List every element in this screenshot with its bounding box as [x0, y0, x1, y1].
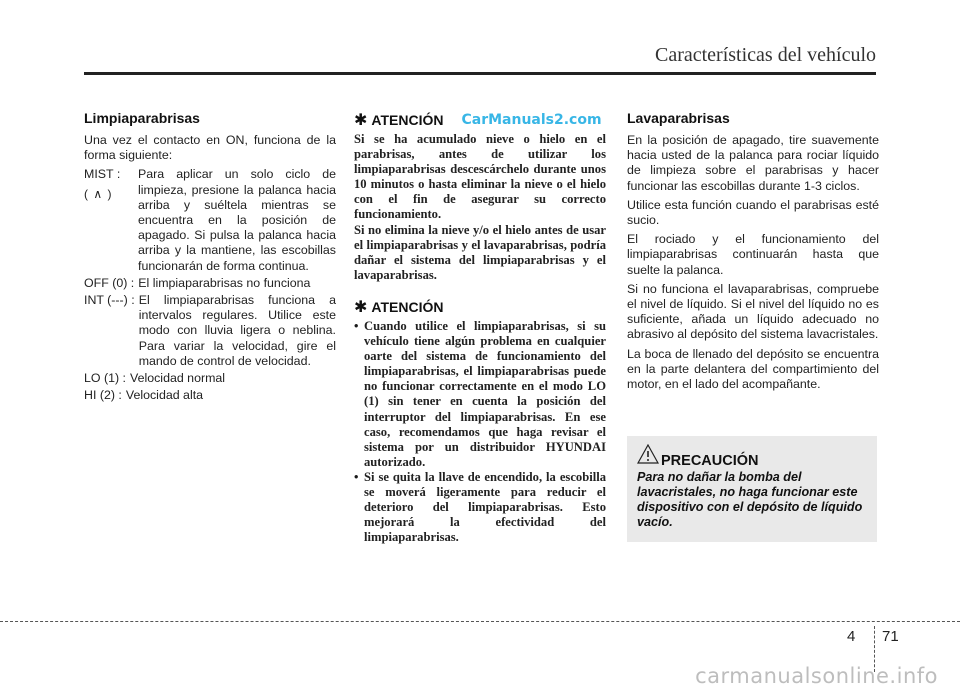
attention-heading-1	[354, 110, 606, 130]
attention-bullet	[354, 319, 606, 470]
off-entry	[84, 276, 336, 291]
warning-triangle-icon	[637, 444, 659, 469]
caution-title: PRECAUCIÓN	[661, 453, 759, 469]
lo-key: LO (1) :	[84, 371, 126, 386]
attention-title-2: ATENCIÓN	[371, 298, 444, 315]
caution-text: Para no dañar la bomba del lavacristales, no haga funcionar este dispositivo con el depósito de líquido vacío.	[637, 470, 863, 529]
hi-text: Velocidad alta	[125, 388, 204, 403]
caution-heading	[637, 444, 758, 469]
mist-entry	[84, 167, 336, 273]
site-watermark: carmanualsonline.info	[695, 664, 938, 688]
attention-column	[354, 110, 606, 545]
lo-text: Velocidad normal	[130, 371, 226, 386]
mist-key: MIST :	[84, 167, 121, 182]
attention-title-1: ATENCIÓN	[371, 112, 444, 128]
bullet-dot-icon: •	[354, 469, 359, 484]
wiper-heading: Limpiaparabrisas	[84, 110, 200, 126]
chapter-title: Características del vehículo	[654, 44, 876, 66]
hi-key: HI (2) :	[84, 388, 122, 403]
mist-key-group	[84, 167, 138, 273]
page-number: 71	[882, 628, 899, 645]
lo-entry	[84, 371, 336, 386]
wiper-column	[84, 110, 336, 405]
off-key: OFF (0) :	[84, 275, 135, 290]
attention-star-icon: ✱	[354, 298, 368, 316]
footer-rule	[0, 621, 960, 622]
caution-box	[627, 436, 877, 542]
attention-star-icon: ✱	[354, 112, 368, 129]
washer-paragraph: El rociado y el funcionamiento del limpiaparabrisas continuarán hasta que suelte la palanca.	[627, 232, 879, 277]
attention-text-1: Si se ha acumulado nieve o hielo en el parabrisas, antes de utilizar los limpiaparabrisas descescárchelo durante unos 10 minutos o hasta eliminar la nieve o el hielo con el fin de asegurar su correcto funcionamiento. Si no elimina la nieve y/o el hielo antes de usar el limpiaparabrisas y el lavaparabrisas, podría dañar el sistema del limpiaparabrisas y el lavaparabrisas.	[354, 132, 606, 282]
washer-heading: Lavaparabrisas	[627, 110, 730, 126]
washer-column	[627, 110, 879, 396]
washer-paragraph: Utilice esta función cuando el parabrisas esté sucio.	[627, 197, 879, 228]
section-number: 4	[847, 628, 856, 645]
washer-paragraph: En la posición de apagado, tire suavemente hacia usted de la palanca para rociar líquido de limpieza sobre el parabrisas y hacer funcionar las escobillas durante 1-3 ciclos.	[627, 133, 879, 193]
hi-entry	[84, 388, 336, 403]
attention-heading-2	[354, 297, 606, 317]
int-entry	[84, 293, 336, 369]
attention-bullet-text: Cuando utilice el limpiaparabrisas, si su vehículo tiene algún problema en cualquier oarte del sistema de funcionamiento del limpiaparabrisas, el limpiaparabrisas puede no funcionar correctamente en el modo LO (1) sin tener en cuenta la posición del interruptor del limpiaparabrisas. En ese caso, recomendamos que haga revisar el sistema por un distribuidor HYUNDAI autorizado.	[364, 318, 606, 469]
off-text: El limpiaparabrisas no funciona	[138, 275, 311, 290]
int-text: El limpiaparabrisas funciona a intervalos regulares. Utilice este modo con lluvia ligera o neblina. Para variar la velocidad, gire el mando de control de velocidad.	[138, 293, 336, 368]
mist-lever-icon	[84, 187, 134, 202]
carmanuals-watermark: CarManuals2.com	[461, 112, 602, 128]
washer-paragraph: La boca de llenado del depósito se encuentra en la parte delantera del compartimiento del motor, en el lado del acompañante.	[627, 346, 879, 392]
int-key: INT (---) :	[84, 293, 135, 308]
mist-icon-label: ( ∧ )	[84, 186, 113, 201]
wiper-intro: Una vez el contacto en ON, funciona de la forma siguiente:	[84, 133, 336, 163]
attention-bullet-text: Si se quita la llave de encendido, la escobilla se moverá ligeramente para reducir el deterioro del limpiaparabrisas. Esto mejorará la efectividad del limpiaparabrisas.	[364, 469, 606, 545]
washer-paragraph: Si no funciona el lavaparabrisas, compruebe el nivel de líquido. Si el nivel del líquido no es suficiente, añada un líquido adecuado no abrasivo al depósito del sistema lavacristales.	[627, 281, 879, 342]
attention-bullet	[354, 470, 606, 545]
bullet-dot-icon: •	[354, 318, 359, 333]
mist-text: Para aplicar un solo ciclo de limpieza, presione la palanca hacia arriba y suéltela mientras se encuentra en la posición de apagado. Si pulsa la palanca hacia arriba y la mantiene, las escobillas funcionarán de forma continua.	[138, 167, 336, 273]
header-rule	[84, 72, 876, 75]
